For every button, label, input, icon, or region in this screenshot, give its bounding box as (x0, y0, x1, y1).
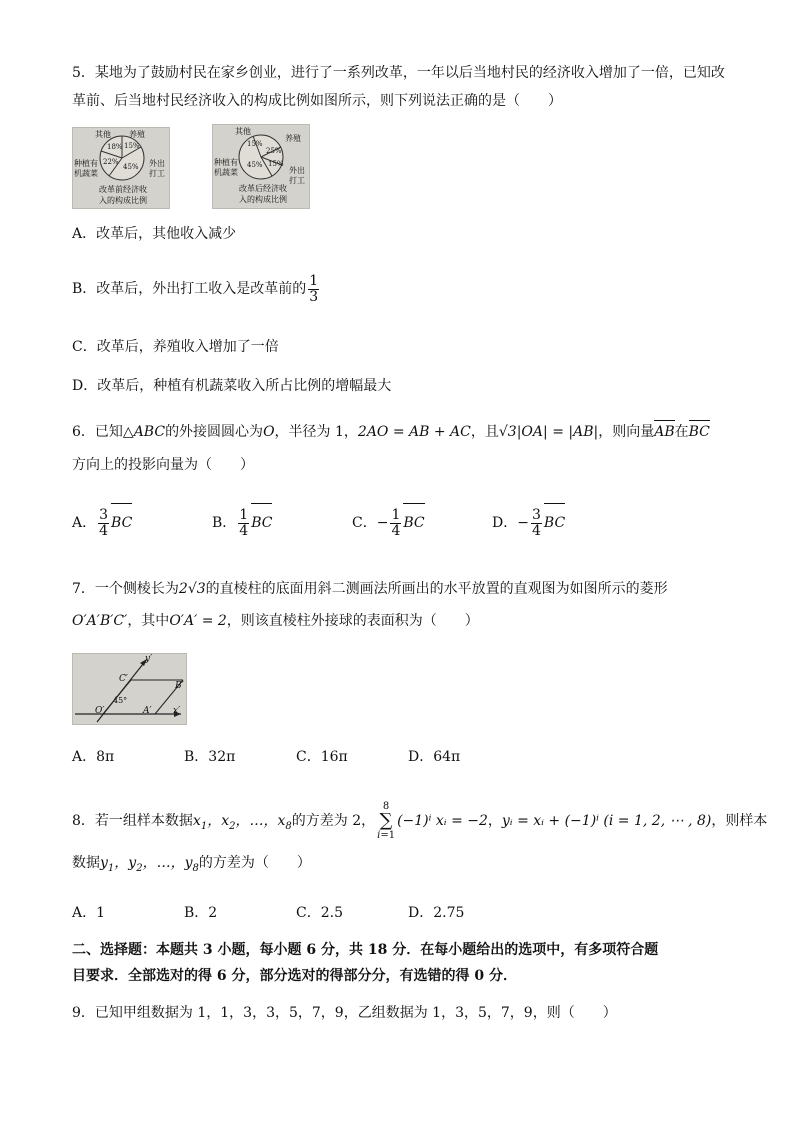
q5-option-a: A．改革后，其他收入减少 (72, 226, 237, 242)
q6-option-d-sign: − (517, 515, 529, 531)
q6-option-b-den: 4 (239, 522, 249, 539)
q8-option-c: C．2.5 (296, 905, 343, 921)
q8-text-4: ，则样本 (711, 813, 768, 829)
q6-option-c-sign: − (376, 515, 389, 531)
q8-y-definition: yᵢ = xᵢ + (−1)ⁱ (i = 1, 2, ⋯ , 8) (501, 813, 712, 829)
q6-option-d (492, 503, 565, 541)
q7-option-b: B．32π (184, 749, 236, 765)
q6-text-2: 的外接圆圆心为 (165, 424, 264, 440)
pie-after-value-other: 15% (247, 140, 263, 148)
q6-option-a-vector: BC (111, 503, 132, 541)
pie-after-label-plant2: 机蔬菜 (214, 168, 238, 177)
q7-figure-b-label: B′ (175, 681, 184, 691)
q8-text-6: 的方差为（ ） (198, 855, 311, 871)
q8-sum-symbol: 8 ∑ i=1 (377, 801, 396, 841)
pie-chart-after (212, 124, 310, 209)
q5-stem-line2: 革前、后当地村民经济收入的构成比例如图所示，则下列说法正确的是（ ） (72, 93, 562, 109)
q6-center-name: O (263, 424, 275, 440)
q7-text-4: ，则该直棱柱外接球的表面积为（ ） (226, 613, 479, 629)
q6-triangle-name: ABC (133, 424, 166, 440)
pie-before-value-work: 45% (123, 163, 139, 171)
q7-rhombus-figure (72, 653, 187, 725)
q6-stem-line1 (72, 420, 710, 442)
pie-before-label-other: 其他 (95, 130, 111, 139)
q8-option-a: A．1 (72, 905, 106, 921)
q7-figure-c-label: C′ (119, 674, 128, 684)
q6-norm-equation: √3|OA| = |AB| (498, 424, 599, 440)
q5-option-b-num: 1 (309, 272, 319, 289)
pie-after-label-other: 其他 (235, 127, 251, 136)
q7-figure-angle-label: 45° (113, 696, 128, 705)
pie-before-value-breed: 15% (124, 142, 140, 150)
pie-after-label-work1: 外出 (289, 166, 305, 175)
q5-option-c: C．改革后，养殖收入增加了一倍 (72, 339, 279, 355)
q8-text-5: 数据 (72, 855, 100, 871)
q5-stem-line1: 5．某地为了鼓励村民在家乡创业，进行了一系列改革，一年以后当地村民的经济收入增加了一倍，已知改 (72, 65, 725, 81)
q7-option-a: A．8π (72, 749, 115, 765)
pie-after-caption1: 改革后经济收 (239, 184, 287, 193)
q6-text-1: 6．已知△ (72, 424, 134, 440)
q8-stem-line2 (72, 853, 311, 879)
q7-figure-a-label: A′ (143, 706, 152, 716)
q8-sample-y: $y_1$，$y_2$，…，$y_8$ (100, 855, 199, 874)
q8-stem-line1 (72, 801, 767, 841)
q6-option-d-label: D． (492, 515, 518, 531)
pie-before-label-plant2: 机蔬菜 (74, 169, 98, 178)
q6-option-d-den: 4 (531, 522, 541, 539)
q6-option-b-num: 1 (239, 506, 249, 523)
q8-text-2: 的方差为 2， (291, 813, 376, 829)
q7-stem-line1 (72, 579, 668, 599)
pie-before-value-plant: 22% (103, 158, 119, 166)
q6-option-a-den: 4 (99, 522, 109, 539)
q6-option-c-den: 4 (391, 522, 401, 539)
pie-after-label-work2: 打工 (289, 176, 305, 185)
q5-option-d: D．改革后，种植有机蔬菜收入所占比例的增幅最大 (72, 378, 392, 394)
q8-option-b: B．2 (184, 905, 218, 921)
q8-text-1: 8．若一组样本数据 (72, 813, 193, 829)
q7-side-length: O′A′ = 2 (169, 613, 227, 629)
q7-stem-line2 (72, 611, 479, 631)
q6-option-c-label: C． (352, 515, 377, 531)
q6-option-d-vector: BC (544, 503, 565, 541)
q8-sum-expression: (−1)ⁱ xᵢ = −2 (397, 813, 488, 829)
pie-after-value-breed: 25% (266, 147, 282, 155)
q7-rhombus-name: O′A′B′C′ (72, 613, 128, 629)
q7-text-3: ，其中 (127, 613, 170, 629)
pie-before-label-work2: 打工 (149, 169, 165, 178)
q7-text-1: 7．一个侧棱长为 (72, 581, 179, 597)
q5-option-b-den: 3 (309, 288, 319, 305)
q6-option-a-num: 3 (99, 506, 109, 523)
q6-vector-bc: BC (689, 420, 710, 442)
q7-edge-length: 2√3 (178, 581, 206, 597)
q6-option-b (212, 503, 272, 541)
pie-after-value-plant: 45% (247, 161, 263, 169)
q9-stem: 9．已知甲组数据为 1，1，3，3，5，7，9，乙组数据为 1，3，5，7，9，则（ ） (72, 1005, 617, 1021)
q6-option-d-num: 3 (531, 506, 541, 523)
q8-text-3: ， (487, 813, 502, 829)
q6-option-a (72, 503, 132, 541)
q6-option-c-num: 1 (391, 506, 401, 523)
q6-text-6: 在 (674, 424, 689, 440)
q6-text-4: ，且 (470, 424, 499, 440)
q6-vector-ab: AB (654, 420, 674, 442)
pie-after-caption2: 入的构成比例 (239, 195, 287, 204)
q7-option-d: D．64π (408, 749, 461, 765)
q7-text-2: 的直棱柱的底面用斜二测画法所画出的水平放置的直观图为如图所示的菱形 (205, 581, 668, 597)
q6-text-5: ，则向量 (598, 424, 655, 440)
q6-vector-equation: 2AO = AB + AC (357, 424, 471, 440)
q7-figure-x-label: x′ (173, 706, 181, 716)
pie-before-value-other: 18% (107, 143, 123, 151)
q6-option-b-vector: BC (251, 503, 272, 541)
pie-after-label-breed: 养殖 (285, 134, 301, 143)
q5-option-b (72, 272, 321, 306)
q6-option-b-label: B． (212, 515, 237, 531)
q7-option-c: C．16π (296, 749, 348, 765)
q7-figure-o-label: O′ (95, 706, 105, 716)
q6-text-3: ，半径为 1， (274, 424, 358, 440)
q6-option-c-vector: BC (403, 503, 424, 541)
q5-option-b-text: B．改革后，外出打工收入是改革前的 (72, 281, 307, 297)
pie-after-value-work: 15% (268, 160, 284, 168)
section-2-heading-line1: 二、选择题：本题共 3 小题，每小题 6 分，共 18 分．在每小题给出的选项中，有多项符合题 (72, 942, 659, 958)
pie-before-label-breed: 养殖 (129, 130, 145, 139)
q6-option-a-label: A． (72, 515, 97, 531)
pie-chart-before (72, 127, 170, 209)
pie-before-label-plant1: 种植有 (74, 159, 98, 168)
pie-before-caption1: 改革前经济收 (99, 185, 147, 194)
q7-figure-y-label: y′ (145, 654, 153, 664)
section-2-heading-line2: 目要求．全部选对的得 6 分，部分选对的得部分分，有选错的得 0 分． (72, 968, 517, 984)
pie-after-label-plant1: 种植有 (214, 158, 238, 167)
pie-before-label-work1: 外出 (149, 159, 165, 168)
q8-sample-x: $x_1$，$x_2$，…，$x_8$ (192, 813, 292, 832)
q6-option-c (352, 503, 425, 541)
q6-stem-line2: 方向上的投影向量为（ ） (72, 457, 254, 473)
pie-before-caption2: 入的构成比例 (99, 196, 147, 205)
q8-option-d: D．2.75 (408, 905, 465, 921)
